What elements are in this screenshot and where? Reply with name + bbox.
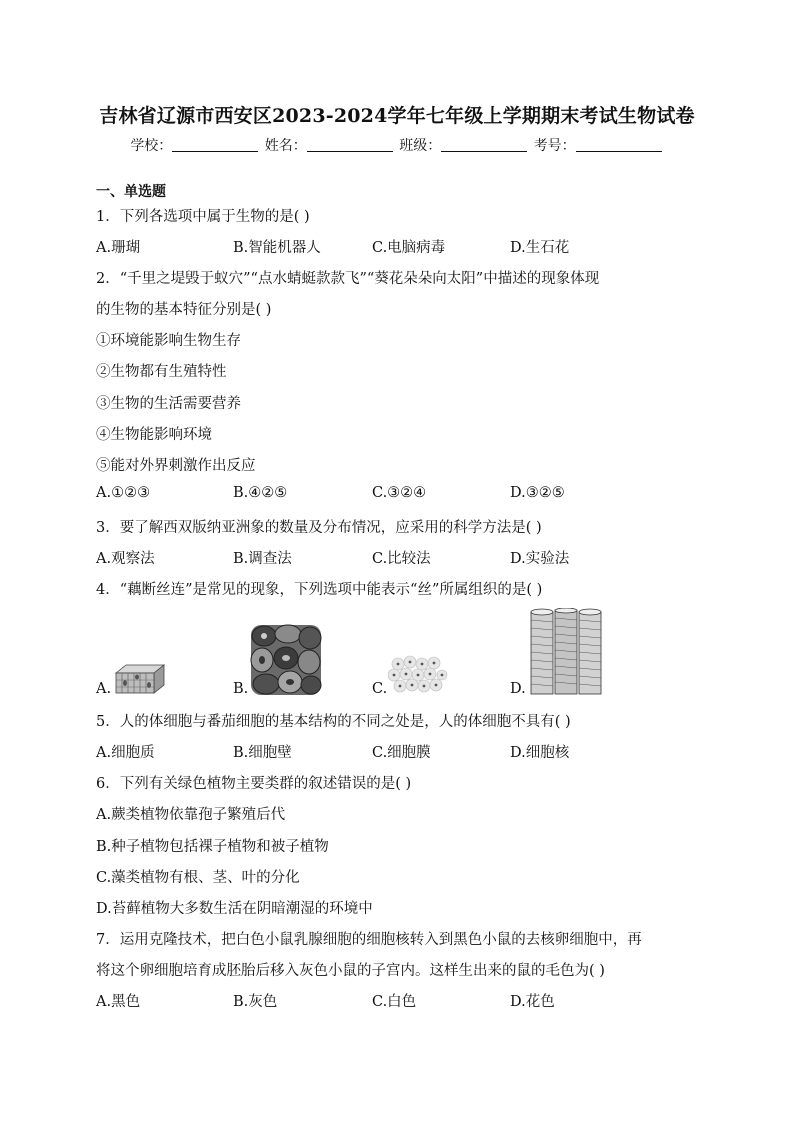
question-4-stem: 4．“藕断丝连”是常见的现象，下列选项中能表示“丝”所属组织的是( ) — [96, 582, 543, 598]
q4-option-d: D. — [510, 681, 526, 697]
question-7-stem-cont: 将这个卵细胞培育成胚胎后移入灰色小鼠的子宫内。这样生出来的鼠的毛色为( ) — [96, 963, 605, 979]
exam-title: 吉林省辽源市西安区2023-2024学年七年级上学期期末考试生物试卷 — [99, 105, 695, 127]
q1-option-d: D.生石花 — [510, 240, 570, 256]
q6-option-d: D.苔藓植物大多数生活在阴暗潮湿的环境中 — [96, 901, 373, 917]
q7-option-b: B.灰色 — [233, 994, 278, 1010]
exam-no-label: 考号： — [533, 138, 576, 154]
epithelial-tissue-image — [388, 654, 448, 694]
q4-option-b: B. — [233, 681, 249, 697]
question-5-stem: 5．人的体细胞与番茄细胞的基本结构的不同之处是，人的体细胞不具有( ) — [96, 714, 571, 730]
school-blank[interactable] — [172, 137, 258, 152]
q5-option-c: C.细胞膜 — [372, 745, 431, 761]
q7-option-d: D.花色 — [510, 994, 555, 1010]
name-label: 姓名： — [264, 138, 307, 154]
q1-option-a: A.珊瑚 — [96, 240, 141, 256]
q6-option-a: A.蕨类植物依靠孢子繁殖后代 — [96, 807, 286, 823]
q6-option-c: C.藻类植物有根、茎、叶的分化 — [96, 870, 300, 886]
q2-statement-5: ⑤能对外界刺激作出反应 — [96, 458, 256, 474]
q1-option-b: B.智能机器人 — [233, 240, 321, 256]
question-2-stem-cont: 的生物的基本特征分别是( ) — [96, 302, 272, 318]
class-label: 班级： — [399, 138, 442, 154]
q3-option-d: D.实验法 — [510, 551, 570, 567]
q2-statement-2: ②生物都有生殖特性 — [96, 364, 227, 380]
question-2-stem: 2．“千里之堤毁于蚁穴”“点水蜻蜓款款飞”“葵花朵朵向太阳”中描述的现象体现 — [96, 271, 600, 287]
q7-option-a: A.黑色 — [96, 994, 141, 1010]
exam-no-blank[interactable] — [576, 137, 662, 152]
class-blank[interactable] — [441, 137, 527, 152]
student-info-line — [0, 135, 794, 155]
q3-option-a: A.观察法 — [96, 551, 155, 567]
q4-option-a: A. — [96, 681, 112, 697]
q2-statement-4: ④生物能影响环境 — [96, 427, 212, 443]
q1-option-c: C.电脑病毒 — [372, 240, 446, 256]
q7-option-c: C.白色 — [372, 994, 417, 1010]
question-1-stem: 1．下列各选项中属于生物的是( ) — [96, 209, 310, 225]
question-7-stem: 7．运用克隆技术，把白色小鼠乳腺细胞的细胞核转入到黑色小鼠的去核卵细胞中，再 — [96, 932, 642, 948]
q3-option-b: B.调查法 — [233, 551, 292, 567]
q4-option-c: C. — [372, 681, 388, 697]
conducting-tissue-image — [529, 608, 603, 696]
school-label: 学校： — [130, 138, 173, 154]
q2-option-a: A.①②③ — [96, 485, 151, 501]
q2-option-d: D.③②⑤ — [510, 485, 565, 501]
q6-option-b: B.种子植物包括裸子植物和被子植物 — [96, 839, 329, 855]
muscle-tissue-image — [112, 663, 166, 695]
q2-statement-1: ①环境能影响生物生存 — [96, 333, 241, 349]
name-blank[interactable] — [307, 137, 393, 152]
question-6-stem: 6．下列有关绿色植物主要类群的叙述错误的是( ) — [96, 776, 412, 792]
q2-option-c: C.③②④ — [372, 485, 427, 501]
q2-statement-3: ③生物的生活需要营养 — [96, 396, 241, 412]
q5-option-d: D.细胞核 — [510, 745, 570, 761]
connective-tissue-image — [248, 622, 324, 698]
question-3-stem: 3．要了解西双版纳亚洲象的数量及分布情况，应采用的科学方法是( ) — [96, 520, 542, 536]
q5-option-b: B.细胞壁 — [233, 745, 292, 761]
q3-option-c: C.比较法 — [372, 551, 431, 567]
q2-option-b: B.④②⑤ — [233, 485, 288, 501]
section-title: 一、单选题 — [96, 184, 166, 200]
q5-option-a: A.细胞质 — [96, 745, 155, 761]
